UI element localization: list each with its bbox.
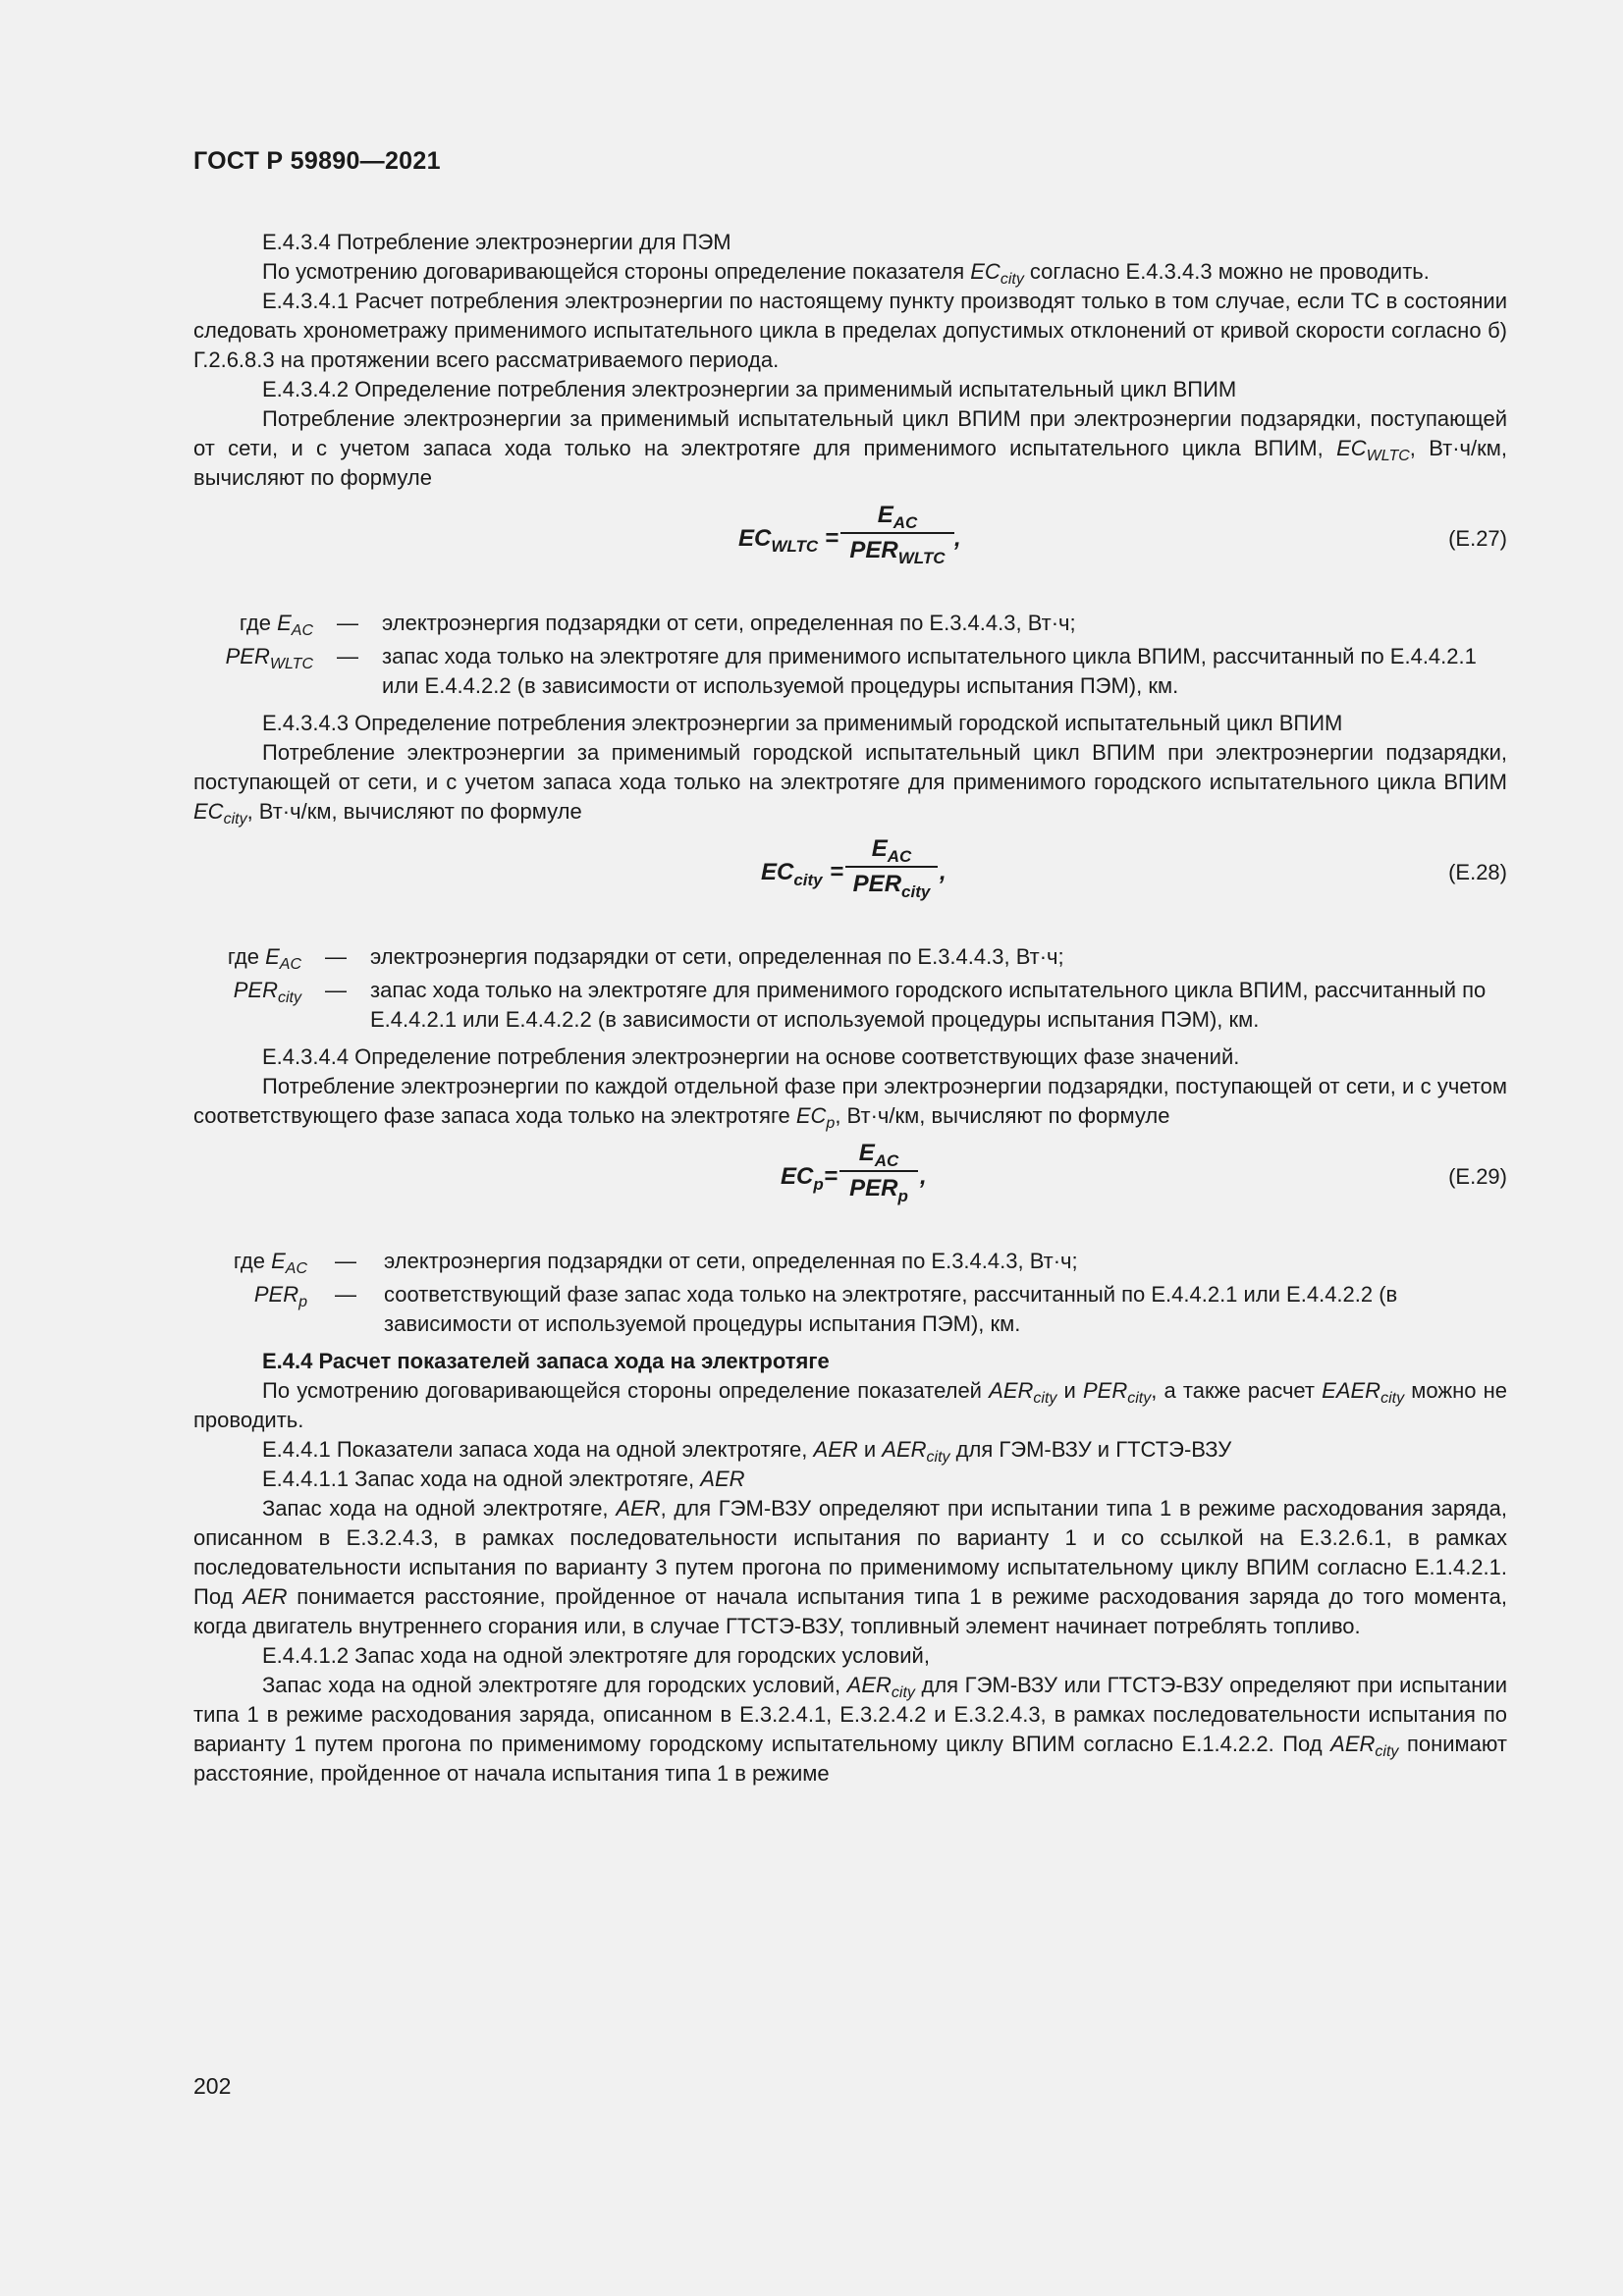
definitions-e29 [193,1247,1507,1339]
formula-e27: $EC_{WLTC}$ = $E_{AC}$ $PER_{WLTC}$ , (E.27) [738,502,1507,567]
paragraph: E.4.3.4.1 Расчет потребления электроэнергии по настоящему пункту производят только в том случае, если ТС в состоянии следовать хронометражу применимого испытательного цикла в пределах допустимых отклонений от кривой скорости согласно б) Г.2.6.8.3 на протяжении всего рассматриваемого периода. [193,289,1507,372]
paragraph: Потребление электроэнергии за применимый городской испытательный цикл ВПИМ при электроэнергии подзарядки, поступающей от сети, и с учетом запаса хода только на электротяге для применимого городского испытательного цикла ВПИМ $EC_{city}$, Вт·ч/км, вычисляют по формуле [193,740,1507,828]
definition-item: $PER_{city}$ — запас хода только на электротяге для применимого городского испытательного цикла ВПИМ, рассчитанный по E.4.4.2.1 или E.4.4.2.2 (в зависимости от используемой процедуры испытания ПЭМ), км. [233,978,1487,1032]
paragraph: Запас хода на одной электротяге для городских условий, $AER_{city}$ для ГЭМ-ВЗУ или ГТСТЭ-ВЗУ определяют при испытании типа 1 в режиме расходования заряда, описанном в E.3.2.4.1, E.3.2.4.2 и E.3.2.4.3, в рамках последовательности испытания по варианту 1 путем прогона по применимому городскому испытательному циклу ВПИМ согласно E.1.4.2.2. Под $AER_{city}$ понимают расстояние, пройденное от начала испытания типа 1 в режиме [193,1673,1507,1786]
definition-item: $PER_p$ — соответствующий фазе запас хода только на электротяге, рассчитанный по E.4.4.2.1 или E.4.4.2.2 (в зависимости от используемой процедуры испытания ПЭМ), км. [253,1282,1398,1336]
definitions-e28 [193,942,1507,1035]
paragraph: E.4.3.4.4 Определение потребления электроэнергии на основе соответствующих фазе значений. [262,1044,1240,1069]
equation-number: (E.29) [1448,1164,1507,1189]
paragraph: E.4.4.1 Показатели запаса хода на одной электротяге, AER и $AER_{city}$ для ГЭМ-ВЗУ и ГТСТЭ-ВЗУ [262,1437,1232,1466]
formula-e29: $EC_p$ = $E_{AC}$ $PER_p$ , (E.29) [781,1140,1507,1205]
section-heading: E.4.4 Расчет показателей запаса хода на электротяге [262,1349,830,1373]
paragraph: E.4.4.1.2 Запас хода на одной электротяге для городских условий, [262,1643,930,1668]
formula-e28: $EC_{city}$ = $E_{AC}$ $PER_{city}$ , (E.28) [761,835,1507,901]
definition-item: где $E_{AC}$ — электроэнергия подзарядки от сети, определенная по E.3.4.4.3, Вт·ч; [239,611,1076,639]
equation-number: (E.27) [1448,526,1507,551]
definition-item: где $E_{AC}$ — электроэнергия подзарядки от сети, определенная по E.3.4.4.3, Вт·ч; [233,1249,1078,1277]
definitions-e27 [193,609,1507,701]
paragraph: E.4.3.4 Потребление электроэнергии для ПЭМ [262,230,731,254]
paragraph: E.4.3.4.3 Определение потребления электроэнергии за применимый городской испытательный цикл ВПИМ [262,711,1343,735]
paragraph: E.4.3.4.2 Определение потребления электроэнергии за применимый испытательный цикл ВПИМ [262,377,1237,401]
definition-item: где $E_{AC}$ — электроэнергия подзарядки от сети, определенная по E.3.4.4.3, Вт·ч; [227,944,1064,973]
page-number: 202 [193,2073,232,2099]
paragraph: По усмотрению договаривающейся стороны определение показателя $EC_{city}$ согласно E.4.3.4.3 можно не проводить. [262,259,1430,288]
paragraph: Потребление электроэнергии за применимый испытательный цикл ВПИМ при электроэнергии подзарядки, поступающей от сети, и с учетом запаса хода только на электротяге для применимого испытательного цикла ВПИМ, $EC_{WLTC}$, Вт·ч/км, вычисляют по формуле [193,406,1507,490]
paragraph: Потребление электроэнергии по каждой отдельной фазе при электроэнергии подзарядки, поступающей от сети, и с учетом соответствующего фазе запаса хода только на электротяге $EC_p$, Вт·ч/км, вычисляют по формуле [193,1074,1507,1132]
definition-item: $PER_{WLTC}$ — запас хода только на электротяге для применимого испытательного цикла ВПИМ, рассчитанный по E.4.4.2.1 или E.4.4.2.2 (в зависимости от используемой процедуры испытания ПЭМ), км. [225,644,1477,698]
paragraph: E.4.4.1.1 Запас хода на одной электротяге, AER [262,1467,745,1491]
document-body [193,228,1507,1789]
document-header: ГОСТ Р 59890—2021 [193,147,441,175]
paragraph: По усмотрению договаривающейся стороны определение показателей $AER_{city}$ и $PER_{city}$, а также расчет $EAER_{city}$ можно не проводить. [193,1378,1507,1432]
paragraph: Запас хода на одной электротяге, AER, для ГЭМ-ВЗУ определяют при испытании типа 1 в режиме расходования заряда, описанном в E.3.2.4.3, в рамках последовательности испытания по варианту 1 и со ссылкой на E.3.2.6.1, в рамках последовательности испытания по варианту 3 путем прогона по применимому испытательному циклу ВПИМ согласно E.1.4.2.1. Под AER понимается расстояние, пройденное от начала испытания типа 1 в режиме расходования заряда до того момента, когда двигатель внутреннего сгорания или, в случае ГТСТЭ-ВЗУ, топливный элемент начинает потреблять топливо. [193,1496,1508,1638]
equation-number: (E.28) [1448,860,1507,884]
